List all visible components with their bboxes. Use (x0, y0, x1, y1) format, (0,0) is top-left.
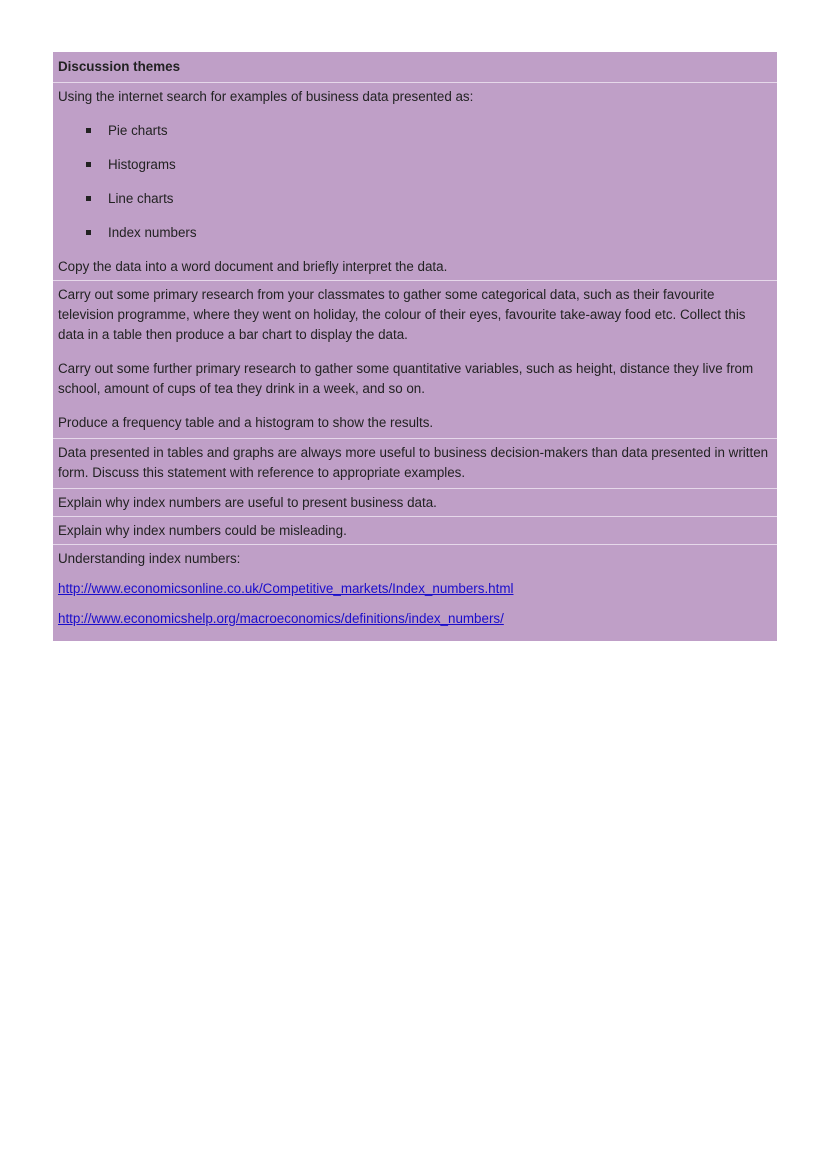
row-text: Explain why index numbers are useful to present business data. (58, 495, 437, 510)
list-item (58, 189, 772, 209)
row-text: Explain why index numbers could be misleading. (58, 523, 347, 538)
table-row (53, 517, 777, 545)
list-item-label: Index numbers (108, 225, 197, 240)
list-item-label: Histograms (108, 157, 176, 172)
table-row (53, 83, 777, 281)
list-item-label: Pie charts (108, 123, 168, 138)
bullet-list (58, 121, 772, 243)
list-item (58, 121, 772, 141)
row-text: Carry out some further primary research to gather some quantitative variables, such as height, distance they live from school, amount of cups of tea they drink in a week, and so on. (58, 361, 754, 396)
bullet-icon (86, 230, 91, 235)
discussion-themes-table (53, 52, 777, 641)
row-text: Copy the data into a word document and briefly interpret the data. (58, 259, 448, 274)
table-header: Discussion themes (53, 52, 777, 83)
table-row (53, 489, 777, 517)
economicshelp-link[interactable]: http://www.economicshelp.org/macroeconomics/definitions/index_numbers/ (58, 611, 504, 626)
row-text: Produce a frequency table and a histogram to show the results. (58, 415, 434, 430)
row-text: Understanding index numbers: (58, 551, 241, 566)
list-item (58, 155, 772, 175)
list-item (58, 223, 772, 243)
list-item-label: Line charts (108, 191, 174, 206)
bullet-icon (86, 128, 91, 133)
table-row (53, 281, 777, 439)
bullet-icon (86, 162, 91, 167)
row-text: Using the internet search for examples of business data presented as: (58, 89, 474, 104)
economicsonline-link[interactable]: http://www.economicsonline.co.uk/Competitive_markets/Index_numbers.html (58, 581, 514, 596)
bullet-icon (86, 196, 91, 201)
row-text: Data presented in tables and graphs are always more useful to business decision-makers than data presented in written form. Discuss this statement with reference to appropriate examples. (58, 445, 769, 480)
table-row (53, 439, 777, 489)
table-row (53, 545, 777, 641)
row-text: Carry out some primary research from your classmates to gather some categorical data, such as their favourite television programme, where they went on holiday, the colour of their eyes, favourite take-away food etc. Collect this data in a table then produce a bar chart to display the data. (58, 287, 746, 342)
